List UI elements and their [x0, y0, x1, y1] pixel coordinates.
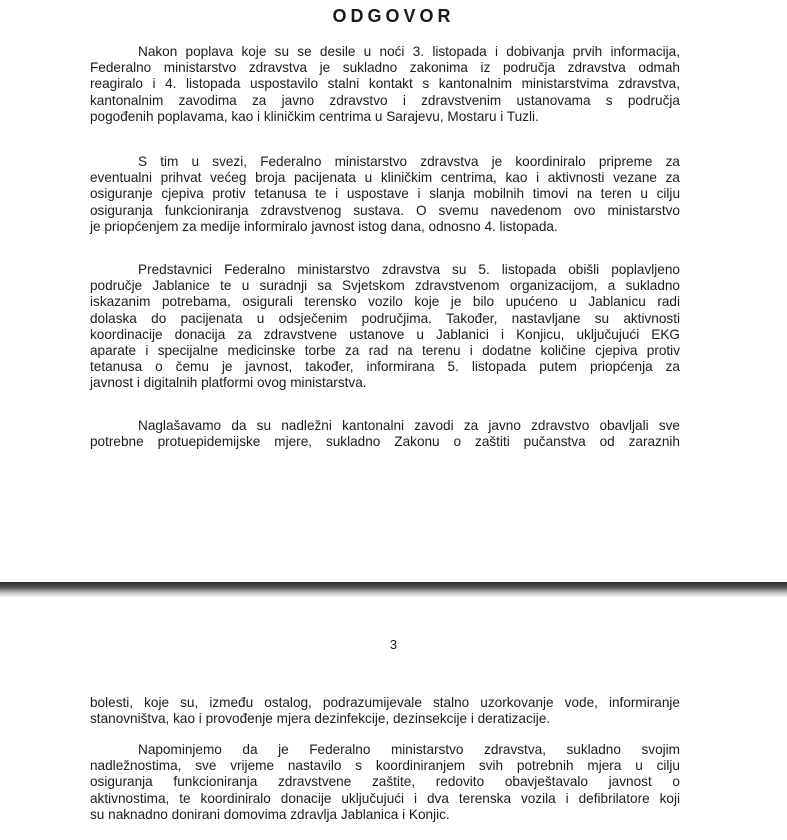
paragraph-2	[90, 154, 680, 235]
text-line: reagiralo i 4. listopada uspostavilo stalni kontakt s kantonalnim ministarstvima zdravstva,	[90, 76, 680, 92]
text-line: Naglašavamo da su nadležni kantonalni zavodi za javno zdravstvo obavljali sve	[138, 418, 680, 433]
text-line: kantonalnim zavodima za javno zdravstvo i zdravstvenim ustanovama s područja	[90, 92, 680, 108]
page-number: 3	[389, 637, 398, 652]
text-line: Nakon poplava koje su se desile u noći 3. listopada i dobivanja prvih informacija,	[138, 44, 680, 59]
paragraph-1	[90, 44, 680, 125]
text-line: aktivnostima, te koordiniralo donacije uključujući i dva terenska vozila i defibrilatore koji	[90, 790, 680, 806]
text-line: Predstavnici Federalno ministarstvo zdravstva su 5. listopada obišli poplavljeno	[138, 262, 680, 277]
text-line: stanovništva, kao i provođenje mjera dezinfekcije, dezinsekcije i deratizacije.	[90, 711, 551, 727]
text-line: nadležnostima, sve vrijeme nastavilo s koordiniranjem svih potrebnih mjera u cilju	[90, 758, 680, 774]
text-line: eventualni prihvat većeg broja pacijenata u kliničkim centrima, kao i aktivnosti vezane za	[90, 170, 680, 186]
text-line: Napominjemo da je Federalno ministarstvo zdravstva, sukladno svojim	[138, 742, 680, 757]
paragraph-5	[90, 695, 680, 727]
text-line: pogođenih poplavama, kao i kliničkim centrima u Sarajevu, Mostaru i Tuzli.	[90, 108, 539, 124]
text-line: S tim u svezi, Federalno ministarstvo zdravstva je koordiniralo pripreme za	[138, 154, 680, 169]
page-separator	[0, 582, 787, 597]
text-line: tetanusa o čemu je javnost, također, informirana 5. listopada putem priopćenja za	[90, 359, 680, 375]
text-line: su naknadno donirani domovima zdravlja Jablanica i Konjic.	[90, 806, 450, 822]
text-line: bolesti, koje su, između ostalog, podrazumijevale stalno uzorkovanje vode, informiranje	[90, 695, 680, 710]
paragraph-6	[90, 742, 680, 823]
text-line: osiguranja funkcioniranja zdravstvene zaštite, redovito obavještavalo javnost o	[90, 774, 680, 790]
paragraph-4	[90, 418, 680, 450]
text-line: osiguranje cjepiva protiv tetanusa te i uspostave i slanja mobilnih timovi na teren u cilju	[90, 186, 680, 202]
paragraph-3	[90, 262, 680, 392]
text-line: je priopćenjem za medije informiralo javnost istog dana, odnosno 4. listopada.	[90, 218, 558, 234]
text-line: potrebne protuepidemijske mjere, sukladno Zakonu o zaštiti pučanstva od zaraznih	[90, 434, 680, 450]
text-line: osiguranja funkcioniranja zdravstvenog sustava. O svemu navedenom ovo ministarstvo	[90, 202, 680, 218]
document-page-3	[0, 597, 787, 840]
text-line: Federalno ministarstvo zdravstva je sukladno zakonima iz područja zdravstva odmah	[90, 60, 680, 76]
text-line: javnost i digitalnih platformi ovog ministarstva.	[90, 375, 367, 391]
text-line: dolaska do pacijenata u odsječenim područjima. Također, nastavljane su aktivnosti	[90, 310, 680, 326]
text-line: područje Jablanice te u suradnji sa Svjetskom zdravstvenom organizacijom, a sukladno	[90, 278, 680, 294]
text-line: iskazanim potrebama, osigurali terensko vozilo koje je bilo upućeno u Jablanicu radi	[90, 294, 680, 310]
document-heading: ODGOVOR	[332, 6, 455, 26]
text-line: aparate i specijalne medicinske torbe za rad na terenu i dodatne količine cjepiva protiv	[90, 343, 680, 359]
text-line: koordinacije donacija za zdravstvene ustanove u Jablanici i Konjicu, uključujući EKG	[90, 326, 680, 342]
